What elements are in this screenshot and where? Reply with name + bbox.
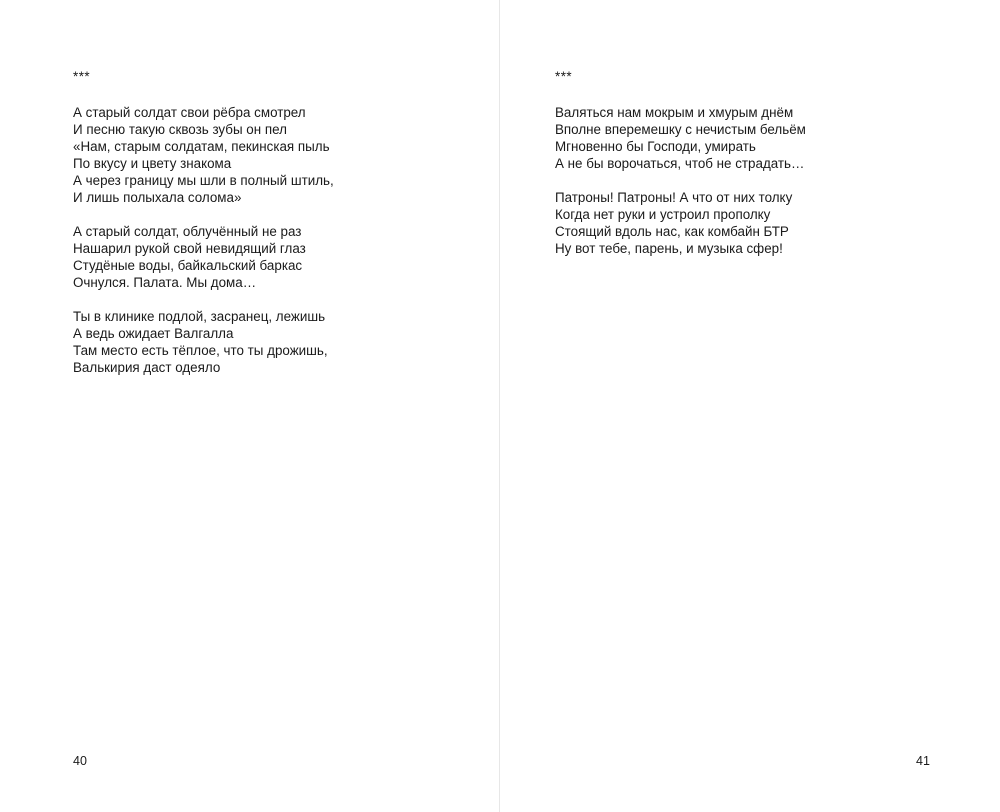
poem-line: Когда нет руки и устроил прополку xyxy=(555,207,771,222)
poem-line: Ну вот тебе, парень, и музыка сфер! xyxy=(555,241,783,256)
poem-line: Вполне вперемешку с нечистым бельём xyxy=(555,122,806,137)
poem-line: Валяться нам мокрым и хмурым днём xyxy=(555,105,794,120)
page-number: 40 xyxy=(73,754,87,768)
section-separator: *** xyxy=(555,69,573,84)
poem-line: Ты в клинике подлой, засранец, лежишь xyxy=(73,309,326,324)
section-separator: *** xyxy=(73,69,91,84)
stanza xyxy=(73,308,334,376)
stanza xyxy=(73,104,334,206)
poem-line: Валькирия даст одеяло xyxy=(73,360,221,375)
poem-line: Там место есть тёплое, что ты дрожишь, xyxy=(73,343,328,358)
poem-line: И лишь полыхала солома» xyxy=(73,190,242,205)
poem-line: Мгновенно бы Господи, умирать xyxy=(555,139,756,154)
poem-line: А через границу мы шли в полный штиль, xyxy=(73,173,334,188)
poem-block xyxy=(555,68,806,274)
poem-line: Очнулся. Палата. Мы дома… xyxy=(73,275,257,290)
poem-line: По вкусу и цвету знакома xyxy=(73,156,232,171)
poem-block xyxy=(73,68,334,393)
poem-line: Студёные воды, байкальский баркас xyxy=(73,258,303,273)
poem-line: А старый солдат, облучённый не раз xyxy=(73,224,302,239)
poem-line: Стоящий вдоль нас, как комбайн БТР xyxy=(555,224,789,239)
poem-line: А ведь ожидает Валгалла xyxy=(73,326,234,341)
stanza xyxy=(555,189,806,257)
poem-line: И песню такую сквозь зубы он пел xyxy=(73,122,287,137)
poem-line: Нашарил рукой свой невидящий глаз xyxy=(73,241,306,256)
poem-line: «Нам, старым солдатам, пекинская пыль xyxy=(73,139,330,154)
poem-line: А старый солдат свои рёбра смотрел xyxy=(73,105,306,120)
right-page xyxy=(500,0,1000,812)
stanza xyxy=(73,223,334,291)
poem-line: А не бы ворочаться, чтоб не страдать… xyxy=(555,156,805,171)
page-number: 41 xyxy=(916,754,930,768)
stanza xyxy=(555,104,806,172)
poem-line: Патроны! Патроны! А что от них толку xyxy=(555,190,793,205)
